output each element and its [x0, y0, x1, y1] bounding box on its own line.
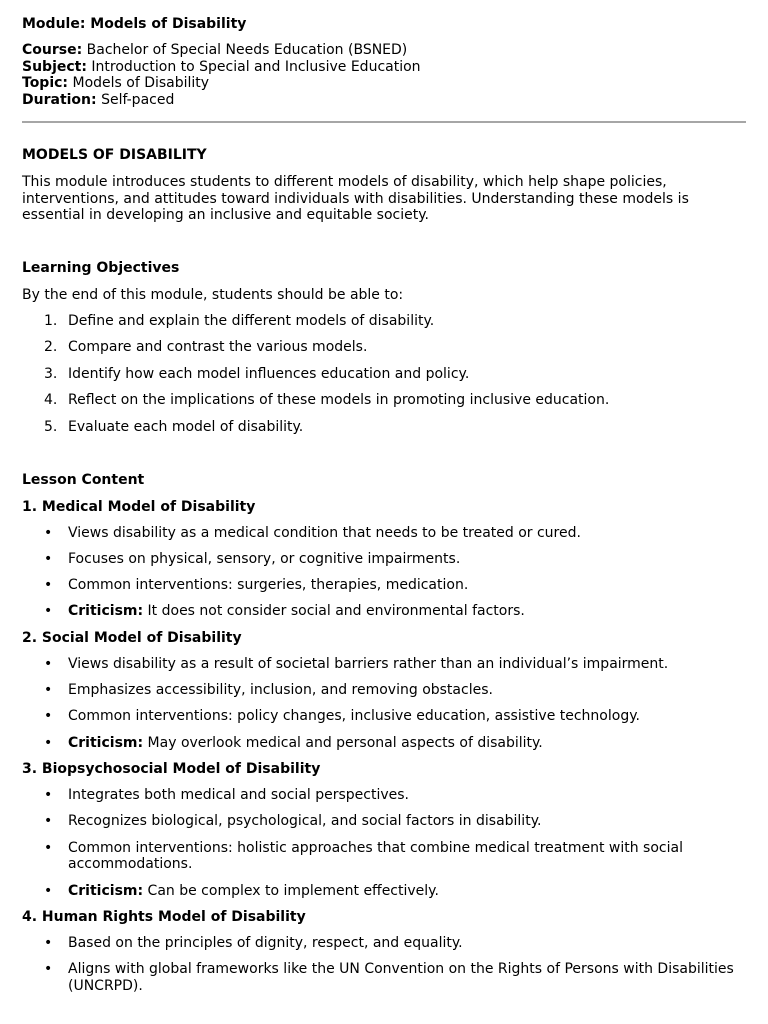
lesson-heading: Lesson Content	[22, 471, 145, 488]
objective-text: Define and explain the different models of disability.	[68, 312, 435, 329]
point-text: Integrates both medical and social perspectives.	[68, 787, 410, 804]
criticism-item	[22, 735, 746, 752]
criticism-item	[22, 603, 746, 620]
bullet-icon: •	[44, 734, 53, 751]
list-item	[22, 935, 746, 952]
bullet-icon: •	[44, 813, 53, 830]
criticism-item	[22, 883, 746, 900]
point-text: Aligns with global frameworks like the UN Convention on the Rights of Persons with Disabilities (UNCRPD).	[68, 961, 734, 995]
objective-number: 2.	[44, 339, 58, 356]
point-text: Common interventions: holistic approaches that combine medical treatment with social accommodations.	[68, 839, 683, 873]
objective-item	[22, 419, 746, 436]
list-item	[22, 525, 746, 542]
model-points	[22, 525, 746, 620]
intro-heading: MODELS OF DISABILITY	[22, 146, 207, 163]
criticism-text: Can be complex to implement effectively.	[147, 882, 439, 899]
topic-line	[22, 75, 746, 92]
bullet-icon: •	[44, 682, 53, 699]
subject-label: Subject:	[22, 58, 87, 75]
objective-text: Reflect on the implications of these models in promoting inclusive education.	[68, 392, 610, 409]
divider	[22, 121, 746, 123]
module-title: Module: Models of Disability	[22, 16, 247, 32]
duration-label: Duration:	[22, 92, 97, 109]
point-text: Focuses on physical, sensory, or cognitive impairments.	[68, 550, 461, 567]
subject-value: Introduction to Special and Inclusive Education	[91, 58, 421, 75]
list-item	[22, 813, 746, 830]
objective-text: Evaluate each model of disability.	[68, 418, 304, 435]
model-points	[22, 787, 746, 899]
objective-item	[22, 366, 746, 383]
intro-text: This module introduces students to different models of disability, which help shape policies, interventions, and attitudes toward individuals with disabilities. Understanding these models is essential in developing an inclusive and equitable society.	[22, 173, 689, 224]
course-line	[22, 42, 746, 59]
criticism-text: It does not consider social and environmental factors.	[147, 603, 525, 620]
list-item	[22, 708, 746, 725]
model-title: 2. Social Model of Disability	[22, 629, 242, 646]
criticism-label: Criticism:	[68, 734, 144, 751]
model-points	[22, 656, 746, 751]
bullet-icon: •	[44, 787, 53, 804]
objective-item	[22, 339, 746, 356]
bullet-icon: •	[44, 655, 53, 672]
objective-number: 3.	[44, 365, 58, 382]
objective-number: 5.	[44, 418, 58, 435]
duration-line	[22, 92, 746, 109]
point-text: Common interventions: policy changes, inclusive education, assistive technology.	[68, 708, 640, 725]
bullet-icon: •	[44, 524, 53, 541]
duration-value: Self-paced	[101, 92, 175, 109]
objective-item	[22, 313, 746, 330]
topic-value: Models of Disability	[72, 75, 210, 92]
bullet-icon: •	[44, 935, 53, 952]
course-meta	[22, 42, 746, 109]
model-points	[22, 935, 746, 995]
bullet-icon: •	[44, 550, 53, 567]
objectives-list	[22, 313, 746, 436]
model-title: 4. Human Rights Model of Disability	[22, 909, 306, 926]
topic-label: Topic:	[22, 75, 69, 92]
bullet-icon: •	[44, 603, 53, 620]
point-text: Views disability as a result of societal barriers rather than an individual’s impairment.	[68, 655, 669, 672]
point-text: Based on the principles of dignity, respect, and equality.	[68, 935, 463, 952]
list-item	[22, 840, 746, 873]
point-text: Recognizes biological, psychological, and social factors in disability.	[68, 813, 542, 830]
objectives-heading: Learning Objectives	[22, 259, 180, 276]
list-item	[22, 682, 746, 699]
list-item	[22, 551, 746, 568]
list-item	[22, 787, 746, 804]
course-value: Bachelor of Special Needs Education (BSNED)	[86, 42, 408, 58]
list-item	[22, 656, 746, 673]
model-title: 1. Medical Model of Disability	[22, 498, 256, 515]
objectives-lead: By the end of this module, students should be able to:	[22, 286, 404, 303]
objective-item	[22, 392, 746, 409]
list-item	[22, 577, 746, 594]
objective-number: 1.	[44, 312, 58, 329]
bullet-icon: •	[44, 708, 53, 725]
subject-line	[22, 59, 746, 76]
point-text: Emphasizes accessibility, inclusion, and removing obstacles.	[68, 682, 493, 699]
bullet-icon: •	[44, 839, 53, 856]
objective-text: Identify how each model influences education and policy.	[68, 365, 470, 382]
point-text: Common interventions: surgeries, therapies, medication.	[68, 577, 469, 594]
objective-text: Compare and contrast the various models.	[68, 339, 368, 356]
bullet-icon: •	[44, 577, 53, 594]
bullet-icon: •	[44, 882, 53, 899]
bullet-icon: •	[44, 961, 53, 978]
course-label: Course:	[22, 42, 83, 58]
criticism-text: May overlook medical and personal aspects of disability.	[147, 734, 543, 751]
objective-number: 4.	[44, 392, 58, 409]
model-title: 3. Biopsychosocial Model of Disability	[22, 761, 321, 778]
point-text: Views disability as a medical condition that needs to be treated or cured.	[68, 524, 581, 541]
criticism-label: Criticism:	[68, 603, 144, 620]
list-item	[22, 961, 746, 994]
criticism-label: Criticism:	[68, 882, 144, 899]
